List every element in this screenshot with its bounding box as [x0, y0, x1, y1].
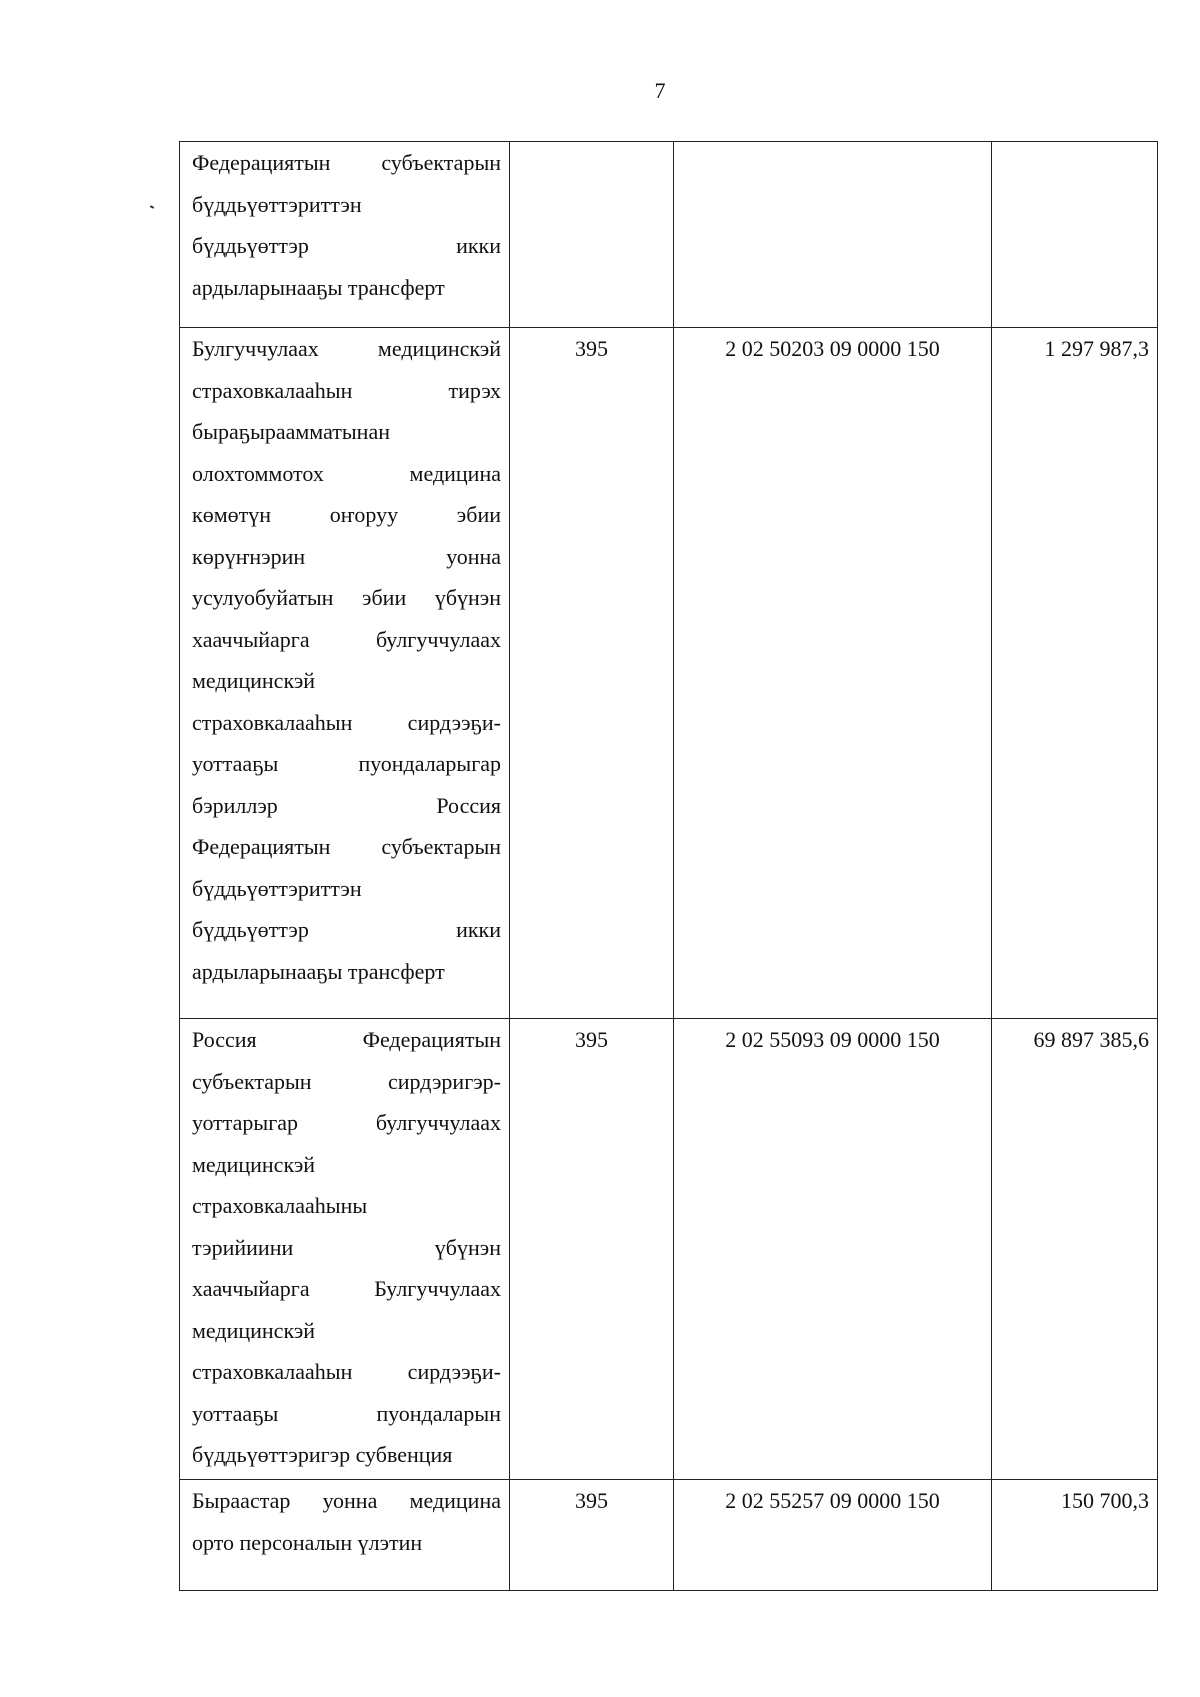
description-line: уоттааҕы пуондаларыгар	[192, 751, 501, 776]
description-line: Федерациятын субъектарын	[192, 834, 501, 859]
description-line: Быраастар уонна медицина	[192, 1488, 501, 1513]
description-line: медицинскэй	[192, 668, 316, 693]
description-line: ардыларынааҕы трансферт	[192, 274, 445, 300]
description-line: страховкалааһын тирэх	[192, 377, 501, 403]
description-line: бүддьүөттэриттэн	[192, 191, 362, 217]
description-line: уоттарыгар булгуччулаах	[192, 1110, 501, 1135]
budget-code-cell: 2 02 55257 09 0000 150	[674, 1480, 992, 1591]
description-line: субъектарын сирдэригэр-	[192, 1068, 501, 1094]
scan-mark	[150, 205, 154, 209]
table-body	[180, 142, 1158, 1591]
budget-code-cell	[674, 142, 992, 328]
budget-table	[179, 141, 1158, 1591]
description-line: Булгуччулаах медицинскэй	[192, 336, 501, 361]
admin-code-cell: 395	[510, 1480, 674, 1591]
description-line: страховкалааһын сирдээҕи-	[192, 1359, 501, 1384]
budget-code-cell: 2 02 55093 09 0000 150	[674, 1019, 992, 1480]
admin-code-cell: 395	[510, 1019, 674, 1480]
description-line: олохтоммотох медицина	[192, 460, 501, 486]
description-line: бүддьүөттэригэр субвенция	[192, 1442, 453, 1467]
description-line: Россия Федерациятын	[192, 1027, 501, 1052]
table-row	[180, 142, 1158, 328]
description-line: страховкалааһыны	[192, 1193, 368, 1218]
admin-code-cell	[510, 142, 674, 328]
description-cell	[180, 1480, 510, 1591]
description-line: медицинскэй	[192, 1317, 316, 1343]
description-cell	[180, 142, 510, 328]
table-row	[180, 1019, 1158, 1480]
description-line: бүддьүөттэр икки	[192, 917, 501, 942]
description-line: бүддьүөттэр икки	[192, 233, 501, 258]
amount-cell	[992, 142, 1158, 328]
admin-code-cell: 395	[510, 328, 674, 1019]
description-line: уоттааҕы пуондаларын	[192, 1400, 501, 1426]
description-line: көрүҥнэрин уонна	[192, 543, 501, 569]
description-line: тэрийиини үбүнэн	[192, 1234, 501, 1260]
description-line: бэриллэр Россия	[192, 792, 501, 818]
amount-cell: 69 897 385,6	[992, 1019, 1158, 1480]
budget-code-cell: 2 02 50203 09 0000 150	[674, 328, 992, 1019]
description-line: быраҕыраамматынан	[192, 419, 390, 444]
description-line: хааччыйарга булгуччулаах	[192, 626, 501, 652]
description-cell	[180, 328, 510, 1019]
description-line: көмөтүн оҥоруу эбии	[192, 502, 501, 527]
table-row	[180, 328, 1158, 1019]
amount-cell: 150 700,3	[992, 1480, 1158, 1591]
description-line: Федерациятын субъектарын	[192, 150, 501, 175]
amount-cell: 1 297 987,3	[992, 328, 1158, 1019]
table-row	[180, 1480, 1158, 1591]
description-line: ардыларынааҕы трансферт	[192, 958, 445, 984]
description-line: орто персоналын үлэтин	[192, 1529, 423, 1555]
description-line: медицинскэй	[192, 1151, 316, 1177]
description-line: страховкалааһын сирдээҕи-	[192, 709, 501, 735]
page-number: 7	[654, 78, 666, 103]
description-line: бүддьүөттэриттэн	[192, 875, 362, 901]
description-line: хааччыйарга Булгуччулаах	[192, 1276, 501, 1301]
description-cell	[180, 1019, 510, 1480]
description-line: усулуобуйатын эбии үбүнэн	[192, 585, 501, 610]
